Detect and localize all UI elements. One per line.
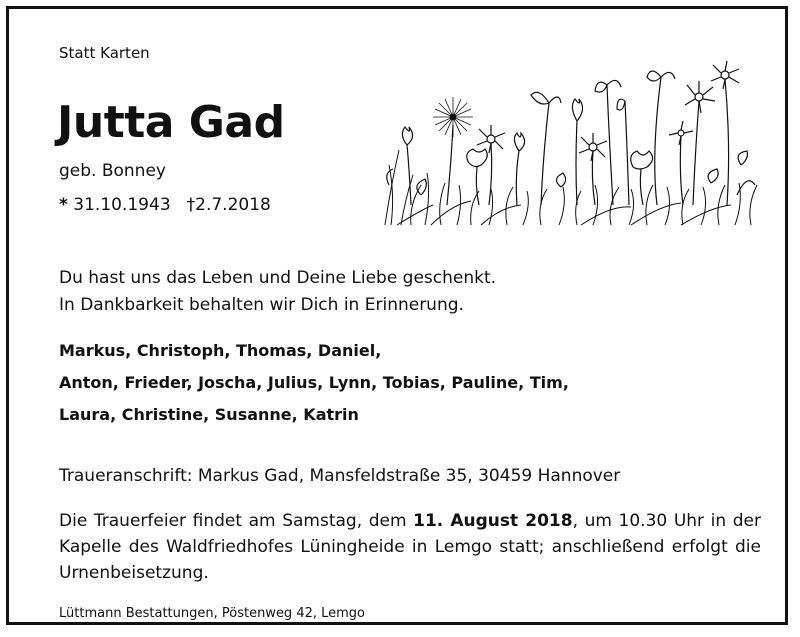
- notice-frame: [6, 6, 788, 625]
- service-date: 11. August 2018: [413, 511, 573, 531]
- maiden-name: geb. Bonney: [59, 161, 166, 181]
- birth-date: 31.10.1943: [73, 195, 171, 215]
- notice-header: Statt Karten: [59, 44, 150, 62]
- message-line-1: Du hast uns das Leben und Deine Liebe geschenkt.: [59, 268, 497, 288]
- mourners-line-1: Markus, Christoph, Thomas, Daniel,: [59, 341, 382, 360]
- service-text-start: Die Trauerfeier findet am Samstag, dem: [59, 511, 414, 531]
- deceased-name: Jutta Gad: [57, 97, 285, 148]
- birth-symbol: *: [59, 195, 68, 215]
- death-symbol: †: [186, 195, 196, 215]
- mourners-line-2: Anton, Frieder, Joscha, Julius, Lynn, Tobias, Pauline, Tim,: [59, 373, 569, 392]
- message-line-2: In Dankbarkeit behalten wir Dich in Erinnerung.: [59, 295, 464, 315]
- mourning-address: Traueranschrift: Markus Gad, Mansfeldstraße 35, 30459 Hannover: [59, 466, 621, 486]
- service-text-end: , um 10.30 Uhr in der Kapelle des Waldfriedhofes Lüningheide in Lemgo statt; anschließend erfolgt die Urnenbeisetzung.: [59, 511, 761, 583]
- life-dates: [59, 195, 271, 215]
- mourners-line-3: Laura, Christine, Susanne, Katrin: [59, 405, 359, 424]
- undertaker-info: Lüttmann Bestattungen, Pöstenweg 42, Lemgo: [59, 606, 366, 621]
- wildflower-illustration: [381, 55, 761, 227]
- death-date: 2.7.2018: [195, 195, 271, 215]
- funeral-service-info: [59, 508, 761, 586]
